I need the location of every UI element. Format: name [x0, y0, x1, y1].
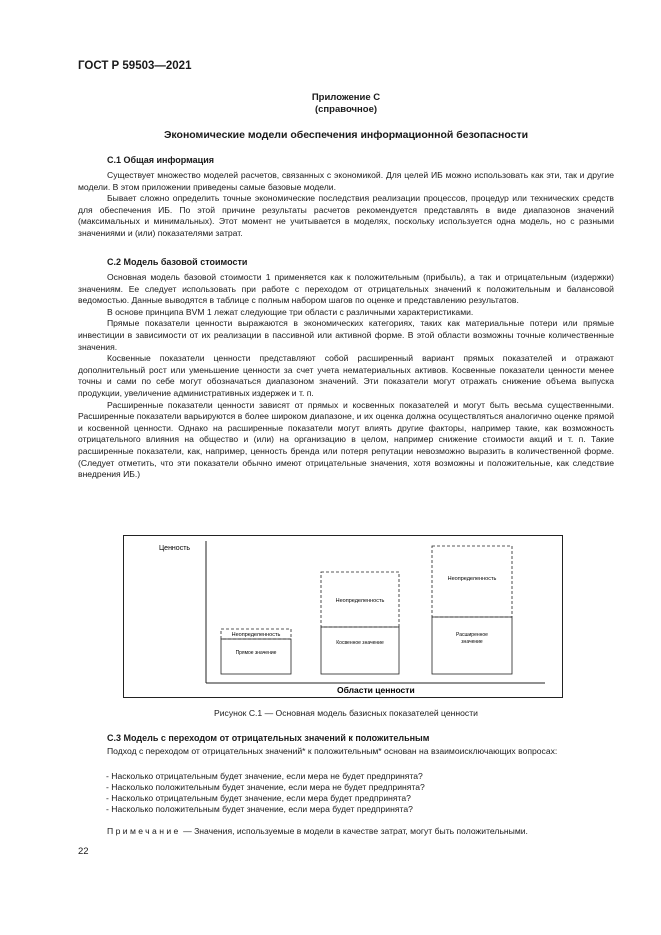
figure-caption: Рисунок С.1 — Основная модель базисных показателей ценности — [214, 708, 478, 718]
paragraph: Прямые показатели ценности выражаются в экономических категориях, таких как материальные потери или прямые инвестиции в зависимости от их реализации в пассивной или активной форме. В этой области возможны точные количественные значения. — [78, 318, 614, 352]
section-heading-c3: С.3 Модель с переходом от отрицательных значений к положительным — [107, 733, 430, 743]
y-axis-label: Ценность — [159, 545, 191, 552]
section-heading-c1: С.1 Общая информация — [107, 155, 214, 165]
note-label: Примечание — [107, 826, 181, 836]
paragraph: Расширенные показатели ценности зависят от прямых и косвенных показателей и могут быть весьма существенными. Расширенные показатели варьируются в более широком диапазоне, и их оценка должна осуществляться аналогично оценке прямой и косвенной ценности. Однако на расширенные показатели могут влиять другие факторы, например такие, как возможность отрицательного влияния на общество и (или) на организацию в целом, например снижение стоимости акций и т. п. Такие расширенные показатели, как, например, ценность бренда или потеря репутации невозможно выразить в количественной форме. (Следует отметить, что эти показатели обычно имеют отрицательные значения, хотя возможны и положительные, как следствие внедрения ИБ.) — [78, 399, 614, 480]
column-extended-uncertainty-label: Неопределенность — [447, 576, 497, 582]
figure-c1 — [123, 535, 563, 698]
standard-header: ГОСТ Р 59503—2021 — [78, 60, 192, 72]
column-indirect-uncertainty-label: Неопределенность — [335, 598, 385, 604]
list-item: - Насколько положительным будет значение, если мера не будет предпринята? — [106, 782, 425, 792]
section-c1-body — [78, 170, 614, 240]
paragraph: Основная модель базовой стоимости 1 применяется как к положительным (прибыль), а так и отрицательным (издержки) значениям. Ее следует использовать при работе с переходом от отрицательных значений к положительным и балансовой ведомостью. Данные выводятся в таблице с полным набором шагов по оценке и представлению результатов. — [78, 272, 614, 306]
list-item: - Насколько положительным будет значение, если мера будет предпринята? — [106, 804, 413, 814]
column-direct-value-label: Прямое значение — [235, 650, 277, 656]
appendix-heading: Экономические модели обеспечения информационной безопасности — [163, 129, 529, 141]
paragraph: Подход с переходом от отрицательных значений* к положительным* основан на взаимоисключающих вопросах: — [107, 746, 558, 756]
paragraph: Бывает сложно определить точные экономические последствия реализации процессов, процедур или технических средств для обеспечения ИБ. По этой причине результаты расчетов рекомендуется представлять в виде диапазонов значений (максимальных и минимальных). Этот момент не учитывается в моделях, поскольку используется одна модель, но с разными значениями и (или) показателями затрат. — [78, 193, 614, 238]
section-c2-body — [78, 272, 614, 481]
note — [107, 826, 528, 836]
paragraph: В основе принципа BVM 1 лежат следующие три области с различными характеристиками. — [107, 306, 474, 317]
column-extended-value-label-line1: Расширенное — [456, 632, 488, 638]
column-indirect-value-label: Косвенное значение — [336, 640, 384, 646]
appendix-subtitle: (справочное) — [314, 104, 378, 115]
paragraph: Существует множество моделей расчетов, связанных с экономикой. Для целей ИБ можно использовать как эти, так и другие модели. В этом приложении приведены самые базовые модели. — [78, 170, 614, 192]
appendix-title: Приложение С — [311, 92, 381, 103]
column-direct-uncertainty-label: Неопределенность — [231, 632, 281, 638]
paragraph: Косвенные показатели ценности представляют собой расширенный вариант прямых показателей и отражают дополнительный рост или уменьшение ценности за счет учета нематериальных активов. Косвенные показатели ценности менее точны и сами по себе могут обозначаться диапазоном значений. Эти показатели могут отражать снижение объема выпуска продукции, увеличение административных издержек и т. п. — [78, 353, 614, 398]
x-axis-label: Области ценности — [337, 685, 415, 695]
list-item: - Насколько отрицательным будет значение, если мера не будет предпринята? — [106, 771, 423, 781]
section-c3-intro — [78, 746, 614, 758]
section-heading-c2: С.2 Модель базовой стоимости — [107, 257, 248, 267]
list-item: - Насколько отрицательным будет значение, если мера будет предпринята? — [106, 793, 411, 803]
figure-frame — [124, 536, 563, 698]
note-text: — Значения, используемые в модели в качестве затрат, могут быть положительными. — [180, 826, 528, 836]
column-extended-value-label-line2: значение — [461, 639, 483, 645]
page-number: 22 — [78, 846, 89, 857]
question-list — [106, 771, 425, 815]
